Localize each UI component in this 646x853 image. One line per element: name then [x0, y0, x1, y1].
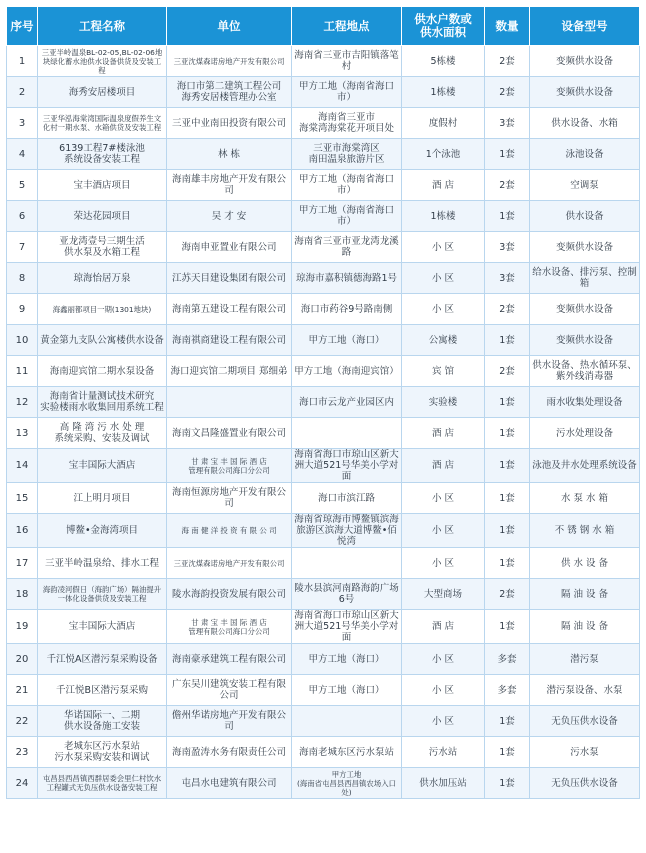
cell-location: 三亚市海棠湾区 南田温泉旅游片区	[292, 139, 402, 170]
cell-company: 海口迎宾馆二期项目 郑细弟	[167, 356, 292, 387]
table-row	[7, 675, 640, 706]
cell-supply: 1个泳池	[402, 139, 485, 170]
cell-supply: 小 区	[402, 644, 485, 675]
cell-company: 甘 肃 宝 丰 国 际 酒 店 管理有限公司海口分公司	[167, 449, 292, 483]
cell-quantity: 2套	[485, 579, 530, 610]
table-row	[7, 263, 640, 294]
table-row	[7, 706, 640, 737]
cell-project: 亚龙湾壹号三期生活 供水泵及水箱工程	[38, 232, 167, 263]
table-header-row	[7, 7, 640, 46]
cell-model: 变频供水设备	[530, 77, 640, 108]
cell-model: 污水处理设备	[530, 418, 640, 449]
cell-quantity: 1套	[485, 610, 530, 644]
cell-project: 千江悦A区潜污泵采购设备	[38, 644, 167, 675]
cell-supply: 小 区	[402, 514, 485, 548]
cell-index: 14	[7, 449, 38, 483]
cell-project: 海韵凌河假日（海韵广场）隔油提升一体化设备供货及安装工程	[38, 579, 167, 610]
cell-supply: 小 区	[402, 232, 485, 263]
cell-project: 黄金第九支队公寓楼供水设备	[38, 325, 167, 356]
cell-quantity: 2套	[485, 294, 530, 325]
cell-supply: 小 区	[402, 706, 485, 737]
cell-project: 老城东区污水泵站 污水泵采购安装和调试	[38, 737, 167, 768]
header-project: 工程名称	[38, 7, 167, 46]
header-model: 设备型号	[530, 7, 640, 46]
cell-supply: 公寓楼	[402, 325, 485, 356]
cell-model: 供 水 设 备	[530, 548, 640, 579]
cell-location: 海口市药谷9号路南侧	[292, 294, 402, 325]
cell-supply: 小 区	[402, 263, 485, 294]
cell-location: 海南省三亚市亚龙湾龙溪路	[292, 232, 402, 263]
cell-project: 千江悦B区潜污泵采购	[38, 675, 167, 706]
cell-supply: 酒 店	[402, 449, 485, 483]
cell-index: 23	[7, 737, 38, 768]
cell-project: 三亚半岭温泉给、排水工程	[38, 548, 167, 579]
cell-index: 4	[7, 139, 38, 170]
cell-quantity: 1套	[485, 514, 530, 548]
cell-quantity: 3套	[485, 108, 530, 139]
header-quantity: 数量	[485, 7, 530, 46]
cell-project: 琼海怡居万泉	[38, 263, 167, 294]
cell-index: 24	[7, 768, 38, 799]
table-row	[7, 387, 640, 418]
table-row	[7, 514, 640, 548]
cell-company: 海南文昌隆盛置业有限公司	[167, 418, 292, 449]
cell-index: 3	[7, 108, 38, 139]
table-row	[7, 139, 640, 170]
cell-quantity: 3套	[485, 232, 530, 263]
cell-location: 琼海市嘉积镇德海路1号	[292, 263, 402, 294]
cell-model: 无负压供水设备	[530, 768, 640, 799]
cell-quantity: 2套	[485, 170, 530, 201]
cell-location: 甲方工地（海南迎宾馆）	[292, 356, 402, 387]
cell-quantity: 1套	[485, 139, 530, 170]
table-row	[7, 579, 640, 610]
cell-project: 三亚半岭温泉BL-02-05,BL-02-06地块绿化蓄水池供水设备供货及安装工程	[38, 46, 167, 77]
cell-supply: 供水加压站	[402, 768, 485, 799]
table-row	[7, 483, 640, 514]
table-row	[7, 418, 640, 449]
cell-model: 空调泵	[530, 170, 640, 201]
cell-project: 海鑫丽都项目一期(1301地块)	[38, 294, 167, 325]
cell-company: 江苏天目建设集团有限公司	[167, 263, 292, 294]
cell-project: 宝丰国际大酒店	[38, 449, 167, 483]
table-row	[7, 449, 640, 483]
cell-supply: 5栋楼	[402, 46, 485, 77]
cell-company	[167, 387, 292, 418]
cell-model: 潜污泵	[530, 644, 640, 675]
cell-location: 陵水县滨河南路海韵广场6号	[292, 579, 402, 610]
cell-location	[292, 418, 402, 449]
cell-index: 9	[7, 294, 38, 325]
cell-location: 海南省海口市琼山区新大 洲大道521号华美小学对面	[292, 449, 402, 483]
cell-company: 林 栋	[167, 139, 292, 170]
cell-company: 陵水海韵投资发展有限公司	[167, 579, 292, 610]
cell-quantity: 2套	[485, 46, 530, 77]
cell-model: 变频供水设备	[530, 294, 640, 325]
cell-company: 吴 才 安	[167, 201, 292, 232]
cell-supply: 1栋楼	[402, 77, 485, 108]
cell-quantity: 2套	[485, 356, 530, 387]
cell-project: 高 隆 湾 污 水 处 理 系统采购、安装及调试	[38, 418, 167, 449]
cell-quantity: 1套	[485, 483, 530, 514]
cell-supply: 宾 馆	[402, 356, 485, 387]
cell-company: 海口市第二建筑工程公司 海秀安居楼管理办公室	[167, 77, 292, 108]
cell-supply: 酒 店	[402, 170, 485, 201]
cell-company: 海南雄丰房地产开发有限公司	[167, 170, 292, 201]
cell-project: 宝丰酒店项目	[38, 170, 167, 201]
cell-supply: 酒 店	[402, 418, 485, 449]
cell-company: 三亚沈煤森诺房地产开发有限公司	[167, 548, 292, 579]
table-row	[7, 46, 640, 77]
cell-location: 甲方工地（海南省海口市）	[292, 170, 402, 201]
cell-model: 雨水收集处理设备	[530, 387, 640, 418]
cell-supply: 小 区	[402, 294, 485, 325]
cell-index: 5	[7, 170, 38, 201]
cell-quantity: 多套	[485, 644, 530, 675]
cell-index: 19	[7, 610, 38, 644]
cell-quantity: 1套	[485, 768, 530, 799]
cell-project: 海秀安居楼项目	[38, 77, 167, 108]
table-row	[7, 294, 640, 325]
cell-quantity: 1套	[485, 737, 530, 768]
project-table-container	[6, 6, 639, 799]
cell-index: 10	[7, 325, 38, 356]
cell-location: 海南省海口市琼山区新大 洲大道521号华美小学对面	[292, 610, 402, 644]
cell-model: 泳池及井水处理系统设备	[530, 449, 640, 483]
cell-project: 华诺国际一、二期 供水设备施工安装	[38, 706, 167, 737]
cell-company: 屯昌水电建筑有限公司	[167, 768, 292, 799]
cell-company: 海南恒源房地产开发有限公司	[167, 483, 292, 514]
cell-quantity: 1套	[485, 325, 530, 356]
cell-project: 三亚华泓海棠湾国际温泉度假养生文化村一期水泵、水箱供货及安装工程	[38, 108, 167, 139]
table-row	[7, 108, 640, 139]
cell-company: 海南第五建设工程有限公司	[167, 294, 292, 325]
cell-quantity: 2套	[485, 77, 530, 108]
cell-quantity: 1套	[485, 201, 530, 232]
cell-index: 16	[7, 514, 38, 548]
table-row	[7, 77, 640, 108]
cell-model: 隔 油 设 备	[530, 610, 640, 644]
cell-location: 甲方工地（海口）	[292, 675, 402, 706]
cell-quantity: 1套	[485, 548, 530, 579]
cell-project: 屯昌县西昌镇西群居委会里仁村饮水工程罐式无负压供水设备安装工程	[38, 768, 167, 799]
cell-company: 海南盈涛水务有限责任公司	[167, 737, 292, 768]
cell-index: 8	[7, 263, 38, 294]
table-row	[7, 201, 640, 232]
cell-index: 13	[7, 418, 38, 449]
cell-index: 7	[7, 232, 38, 263]
cell-project: 宝丰国际大酒店	[38, 610, 167, 644]
cell-supply: 污水站	[402, 737, 485, 768]
cell-index: 12	[7, 387, 38, 418]
header-index: 序号	[7, 7, 38, 46]
cell-supply: 度假村	[402, 108, 485, 139]
cell-supply: 1栋楼	[402, 201, 485, 232]
cell-location: 甲方工地（海南省海口市）	[292, 77, 402, 108]
cell-supply: 大型商场	[402, 579, 485, 610]
cell-project: 博鳌•金海湾项目	[38, 514, 167, 548]
cell-model: 变频供水设备	[530, 232, 640, 263]
header-supply-line1: 供水户数或	[414, 12, 472, 26]
cell-model: 潜污泵设备、水泵	[530, 675, 640, 706]
cell-company: 海南豪承建筑工程有限公司	[167, 644, 292, 675]
cell-model: 不 锈 钢 水 箱	[530, 514, 640, 548]
table-row	[7, 548, 640, 579]
header-supply-line2: 供水面积	[420, 25, 466, 39]
cell-project: 海南省计量测试技术研究 实验楼雨水收集回用系统工程	[38, 387, 167, 418]
table-row	[7, 356, 640, 387]
cell-project: 6139工程7#楼泳池 系统设备安装工程	[38, 139, 167, 170]
cell-location: 海口市滨江路	[292, 483, 402, 514]
cell-location: 海南老城东区污水泵站	[292, 737, 402, 768]
table-row	[7, 325, 640, 356]
cell-supply: 小 区	[402, 483, 485, 514]
cell-company: 三亚沈煤森诺房地产开发有限公司	[167, 46, 292, 77]
cell-index: 20	[7, 644, 38, 675]
cell-index: 15	[7, 483, 38, 514]
cell-location: 甲方工地（海口）	[292, 325, 402, 356]
cell-quantity: 3套	[485, 263, 530, 294]
project-table	[6, 6, 640, 799]
cell-quantity: 多套	[485, 675, 530, 706]
cell-model: 变频供水设备	[530, 46, 640, 77]
cell-quantity: 1套	[485, 387, 530, 418]
cell-company: 海南祺商建设工程有限公司	[167, 325, 292, 356]
cell-index: 18	[7, 579, 38, 610]
table-row	[7, 232, 640, 263]
cell-location: 甲方工地（海口）	[292, 644, 402, 675]
cell-company: 海南申亚置业有限公司	[167, 232, 292, 263]
cell-model: 隔 油 设 备	[530, 579, 640, 610]
cell-location	[292, 706, 402, 737]
table-row	[7, 768, 640, 799]
cell-project: 海南迎宾馆二期水泵设备	[38, 356, 167, 387]
cell-supply: 小 区	[402, 675, 485, 706]
header-company: 单位	[167, 7, 292, 46]
table-row	[7, 170, 640, 201]
cell-index: 17	[7, 548, 38, 579]
cell-index: 22	[7, 706, 38, 737]
cell-location: 海南省琼海市博鳌镇滨海 旅游区滨海大道博鳌•佰悦湾	[292, 514, 402, 548]
cell-model: 供水设备、水箱	[530, 108, 640, 139]
cell-model: 供水设备、热水循环泵、 紫外线消毒器	[530, 356, 640, 387]
cell-location: 海口市云龙产业园区内	[292, 387, 402, 418]
cell-company: 儋州华诺房地产开发有限公司	[167, 706, 292, 737]
cell-index: 21	[7, 675, 38, 706]
cell-location: 海南省三亚市吉阳镇落笔村	[292, 46, 402, 77]
header-location: 工程地点	[292, 7, 402, 46]
table-row	[7, 610, 640, 644]
cell-model: 水 泵 水 箱	[530, 483, 640, 514]
cell-model: 污水泵	[530, 737, 640, 768]
cell-company: 三亚中业南田投资有限公司	[167, 108, 292, 139]
table-row	[7, 737, 640, 768]
cell-supply: 小 区	[402, 548, 485, 579]
table-row	[7, 644, 640, 675]
cell-company: 海 南 健 洋 投 资 有 限 公 司	[167, 514, 292, 548]
cell-model: 给水设备、排污泵、控制箱	[530, 263, 640, 294]
cell-model: 无负压供水设备	[530, 706, 640, 737]
cell-quantity: 1套	[485, 706, 530, 737]
cell-model: 泳池设备	[530, 139, 640, 170]
cell-location	[292, 548, 402, 579]
cell-quantity: 1套	[485, 449, 530, 483]
header-supply	[402, 7, 485, 46]
cell-location: 海南省三亚市 海棠湾海棠花开项目处	[292, 108, 402, 139]
cell-company: 甘 肃 宝 丰 国 际 酒 店 管理有限公司海口分公司	[167, 610, 292, 644]
cell-project: 荣达花园项目	[38, 201, 167, 232]
cell-index: 11	[7, 356, 38, 387]
cell-location: 甲方工地 (海南省屯昌县西昌镇农场入口处)	[292, 768, 402, 799]
cell-index: 1	[7, 46, 38, 77]
cell-project: 江上明月项目	[38, 483, 167, 514]
cell-model: 供水设备	[530, 201, 640, 232]
cell-index: 2	[7, 77, 38, 108]
cell-supply: 酒 店	[402, 610, 485, 644]
cell-quantity: 1套	[485, 418, 530, 449]
cell-location: 甲方工地（海南省海口市）	[292, 201, 402, 232]
cell-index: 6	[7, 201, 38, 232]
cell-supply: 实验楼	[402, 387, 485, 418]
cell-model: 变频供水设备	[530, 325, 640, 356]
cell-company: 广东吴川建筑安装工程有限公司	[167, 675, 292, 706]
